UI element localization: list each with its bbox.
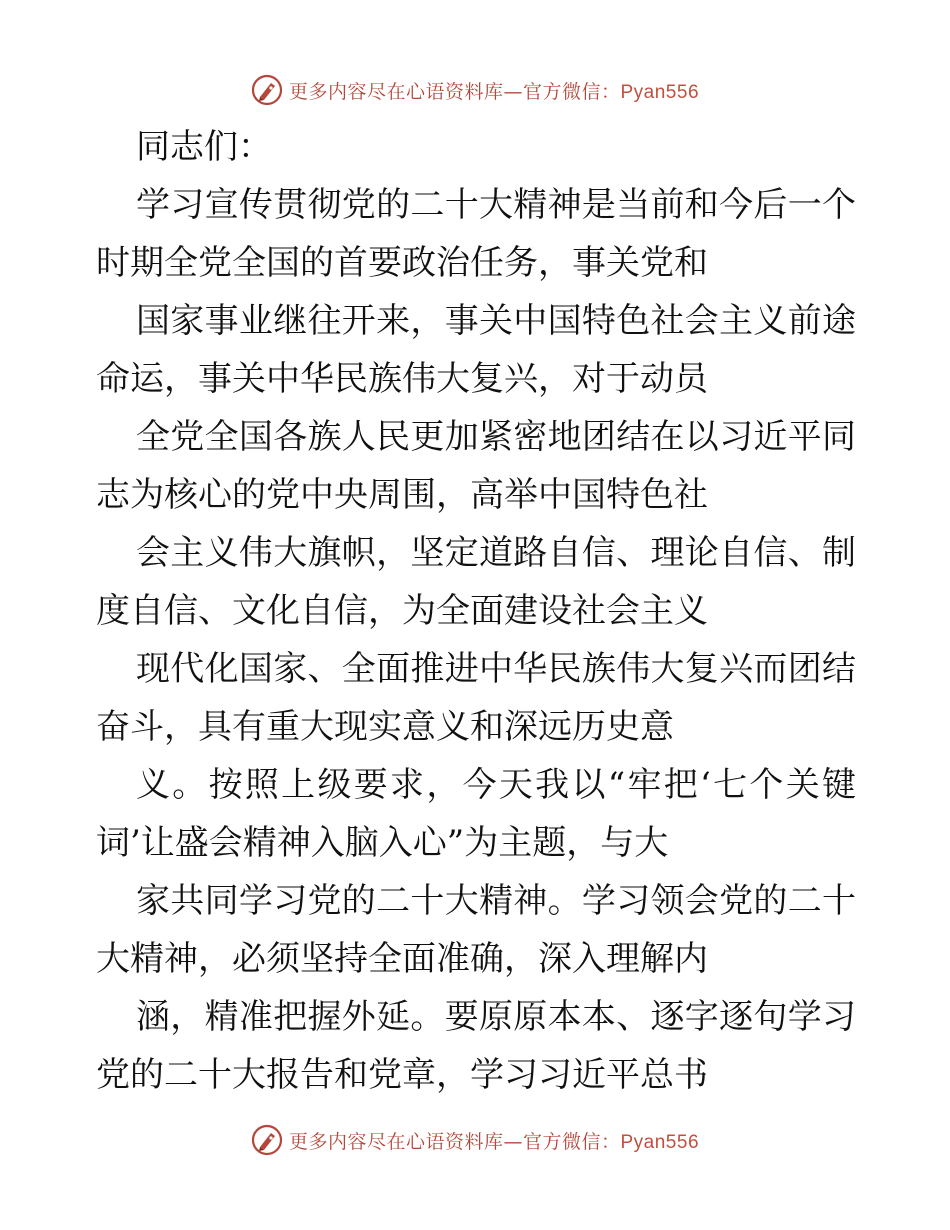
text-line: 学习宣传贯彻党的二十大精神是当前和今后一个 bbox=[136, 185, 856, 225]
text-line: 全党全国各族人民更加紧密地团结在以习近平同 bbox=[136, 417, 856, 457]
watermark-wechat-id: Pyan556 bbox=[620, 1131, 700, 1153]
text-line: 家共同学习党的二十大精神。学习领会党的二十 bbox=[136, 881, 856, 921]
footer-watermark-banner bbox=[0, 1122, 950, 1158]
watermark-wechat-label: 官方微信： bbox=[522, 80, 621, 103]
text-line: 志为核心的党中央周围，高举中国特色社 bbox=[96, 475, 708, 515]
watermark-text bbox=[289, 77, 699, 104]
text-line: 命运，事关中华民族伟大复兴，对于动员 bbox=[96, 359, 708, 399]
text-line: 同志们： bbox=[136, 127, 272, 167]
text-line: 时期全党全国的首要政治任务，事关党和 bbox=[96, 243, 708, 283]
text-line: 党的二十大报告和党章，学习习近平总书 bbox=[96, 1055, 708, 1095]
document-body bbox=[96, 118, 856, 1104]
watermark-separator: — bbox=[503, 1130, 523, 1153]
header-watermark-banner bbox=[0, 72, 950, 108]
text-line: 词’让盛会精神入脑入心”为主题，与大 bbox=[96, 823, 669, 863]
pen-nib-logo-icon bbox=[251, 74, 283, 106]
text-line: 奋斗，具有重大现实意义和深远历史意 bbox=[96, 707, 674, 747]
text-line: 国家事业继往开来，事关中国特色社会主义前途 bbox=[136, 301, 856, 341]
watermark-title: 更多内容尽在心语资料库 bbox=[288, 80, 504, 103]
watermark-title: 更多内容尽在心语资料库 bbox=[288, 1130, 504, 1153]
text-line: 会主义伟大旗帜，坚定道路自信、理论自信、制 bbox=[136, 533, 856, 573]
text-line: 大精神，必须坚持全面准确，深入理解内 bbox=[96, 939, 708, 979]
watermark-wechat-id: Pyan556 bbox=[620, 81, 700, 103]
watermark-separator: — bbox=[503, 80, 523, 103]
text-line: 涵，精准把握外延。要原原本本、逐字逐句学习 bbox=[136, 997, 856, 1037]
text-line: 现代化国家、全面推进中华民族伟大复兴而团结 bbox=[136, 649, 856, 689]
watermark-wechat-label: 官方微信： bbox=[522, 1130, 621, 1153]
pen-nib-logo-icon bbox=[251, 1124, 283, 1156]
text-line: 度自信、文化自信，为全面建设社会主义 bbox=[96, 591, 708, 631]
text-line: 义。按照上级要求，今天我以“牢把‘七个关键 bbox=[136, 765, 856, 805]
watermark-text bbox=[289, 1127, 699, 1154]
